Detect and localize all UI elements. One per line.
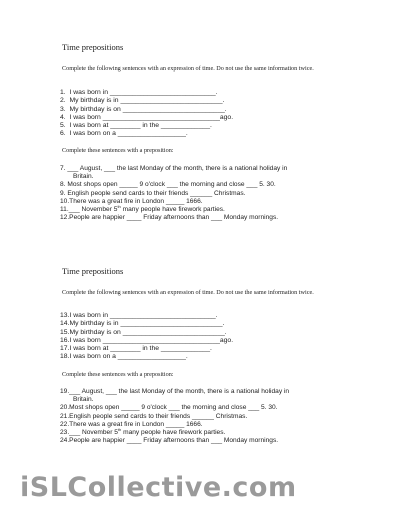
list-item: 15.My birthday is on ___________________________. — [60, 328, 227, 336]
list-item: 4. I was born _______________________________ago. — [60, 113, 234, 121]
list-item: 20.Most shops open _____ 9 o'clock ___ the morning and close ___ 5. 30. — [60, 404, 278, 412]
list-item: 16.I was born _______________________________ago. — [60, 336, 234, 344]
ordinal-suffix: th — [117, 426, 122, 432]
list-item: 6. I was born on a __________________. — [60, 130, 188, 138]
section-title: Time prepositions — [62, 266, 124, 276]
list-item: 5. I was born at ________ in the _____________. — [60, 122, 212, 130]
expression-list — [60, 89, 233, 139]
list-item: 21.English people send cards to their friends ______ Christmas. — [60, 412, 248, 420]
watermark-logo: iSLCollective.com — [20, 472, 297, 503]
list-item — [60, 426, 360, 437]
item-continuation: Britain. — [73, 396, 94, 404]
preposition-list — [60, 388, 360, 445]
preposition-list — [60, 165, 360, 222]
list-item: 1. I was born in ____________________________. — [60, 89, 218, 96]
item-text: 23.___ November 5 — [60, 429, 118, 437]
list-item — [60, 388, 360, 404]
list-item: 14.My birthday is in ___________________________. — [60, 320, 225, 328]
instructions: Complete the following sentences with an expression of time. Do not use the same information twice. — [62, 289, 314, 296]
item-continuation: Britain. — [73, 173, 94, 181]
ordinal-suffix: th — [117, 203, 121, 209]
item-text: 19.___ August, ___ the last Monday of the month, there is a national holiday in — [60, 388, 290, 395]
list-item — [60, 203, 360, 214]
list-item: 8. Most shops open _____ 9 o'clock ___ the morning and close ___ 5. 30. — [60, 181, 276, 189]
list-item — [60, 165, 360, 181]
subheading: Complete these sentences with a preposition: — [62, 371, 174, 378]
list-item: 9. English people send cards to their friends ______ Christmas. — [60, 189, 246, 197]
subheading: Complete these sentences with a preposition: — [62, 147, 174, 154]
list-item: 24.People are happier ____ Friday afternoons than ___ Monday mornings. — [60, 437, 279, 445]
item-text: many people have firework parties. — [120, 206, 225, 214]
expression-list — [60, 312, 233, 362]
list-item: 3. My birthday is on ___________________________. — [60, 105, 227, 113]
list-item: 17.I was born at ________ in the _____________. — [60, 345, 212, 353]
list-item: 22.There was a great fire in London _____ 1666. — [60, 420, 203, 428]
list-item: 18.I was born on a __________________. — [60, 353, 188, 361]
instructions: Complete the following sentences with an expression of time. Do not use the same information twice. — [62, 65, 314, 72]
list-item: 2. My birthday is in ___________________________. — [60, 97, 225, 105]
item-text: many people have firework parties. — [121, 429, 226, 437]
list-item: 13.I was born in ____________________________. — [60, 312, 218, 319]
section-title: Time prepositions — [62, 42, 124, 52]
list-item: 12.People are happier ____ Friday afternoons than ___ Monday mornings. — [60, 214, 279, 222]
list-item: 10.There was a great fire in London _____ 1666. — [60, 197, 203, 205]
item-text: 11.___ November 5 — [60, 206, 118, 214]
item-text: 7. ___ August, ___ the last Monday of the month, there is a national holiday in — [60, 165, 288, 172]
